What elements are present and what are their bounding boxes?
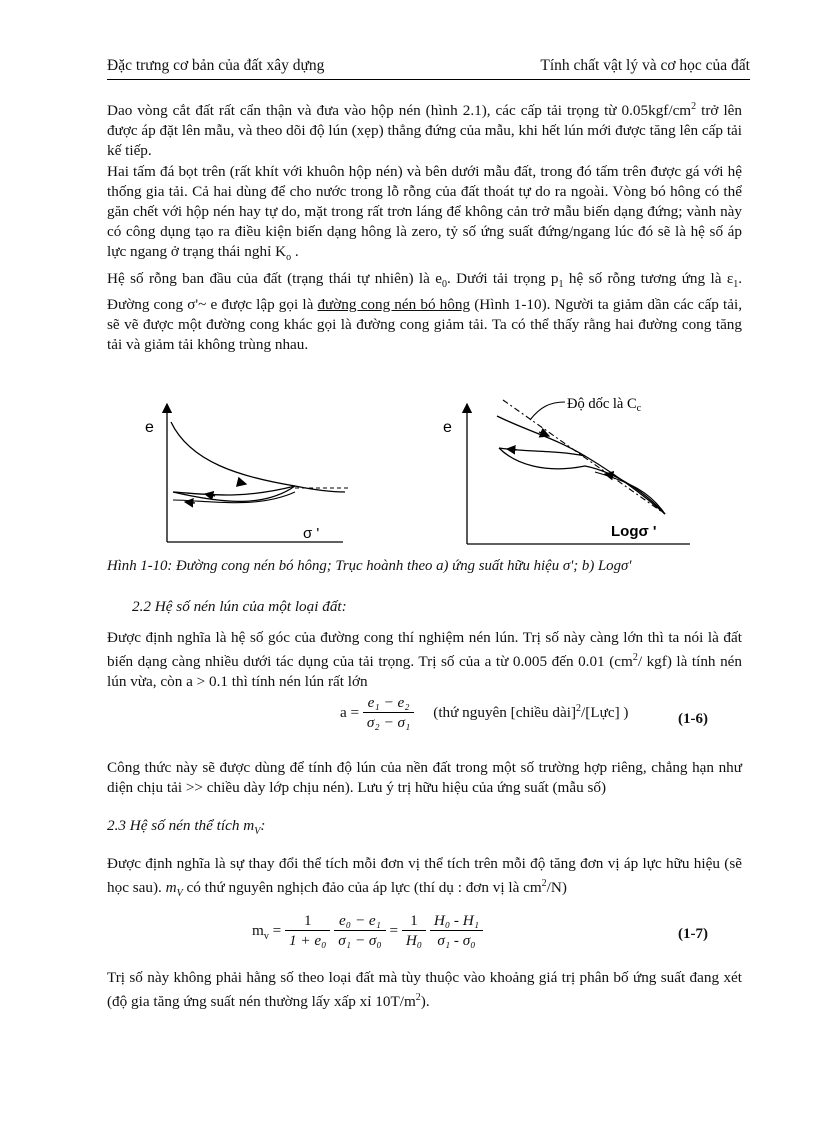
formula-1-6: [340, 694, 629, 733]
slope-label: Độ dốc là $C_c$: [567, 396, 642, 414]
intro-paragraphs: [107, 97, 742, 356]
left-x-label: σ ': [303, 525, 320, 542]
section-2-2-after: Công thức này sẽ được dùng để tính độ lún của nền đất trong một số trường hợp riêng, chẳng hạn như diện chịu tải >> chiều dày lớp chịu nén). Lưu ý trị hữu hiệu của ứng suất (mẫu số): [107, 759, 742, 797]
left-y-label: e: [145, 419, 154, 436]
figure-caption: Hình 1-10: Đường cong nén bó hông; Trục hoành theo a) ứng suất hữu hiệu σ'; b) Logσ': [107, 558, 632, 574]
section-2-3-after: Trị số này không phải hằng số theo loại đất mà tùy thuộc vào khoảng giá trị phân bố ứng suất đang xét (độ gia tăng ứng suất nén thường lấy xấp xỉ $10T/m^2$).: [107, 969, 742, 1011]
paragraph-2: Hai tấm đá bọt trên (rất khít với khuôn hộp nén) và bên dưới mẫu đất, trong đó tấm trên được gá với hệ thống gia tải. Cả hai dùng để cho nước trong lỗ rỗng của đất thoát tự do ra ngoài. Vòng bó hông có thể găn chết với hộp nén hay tự do, mặt trong rất trơn láng để không cản trở mẫu biến dạng đứng; vành này có công dụng tạo ra điều kiện biến dạng hông là zero, tỷ số ứng suất đứng/ngang lúc đó sẽ là hệ số áp lực ngang ở trạng thái nghỉ $K_o$ .: [107, 162, 742, 264]
paragraph-3: Hệ số rỗng ban đầu của đất (trạng thái tự nhiên) là $e_0$. Dưới tải trọng $p_1$ hệ số rỗng tương ứng là $\varepsilon_1$. Đường cong σ'~ e được lập gọi là đường cong nén bó hông (Hình 1-10). Người ta giảm dần các cấp tải, sẽ vẽ được một đường cong khác gọi là đường cong giảm tải. Ta có thể thấy rằng hai đường cong tăng tải và giảm tải không trùng nhau.: [107, 269, 743, 354]
slope-dashdot-line: [503, 400, 665, 514]
left-loop-arrow-2: [185, 502, 195, 503]
formula-1-7-lhs: $m_v$ =: [252, 921, 282, 943]
left-loading-arrow: [238, 482, 246, 484]
slope-label-leader: [530, 402, 565, 420]
formula-1-7-equals: =: [389, 921, 399, 939]
left-plot: [145, 404, 350, 542]
right-loading-curve: [497, 416, 665, 514]
formula-1-7-frac-4: $\frac{\text{H₀ - H₁}}{\text{σ₁ - σ₀}}$: [430, 912, 483, 951]
formula-1-7: [252, 912, 483, 951]
formula-1-6-fraction: $\frac{\text{e₁ − e₂}}{\text{σ₂ − σ₁}}$: [363, 694, 414, 733]
left-loading-curve: [171, 422, 345, 492]
header-right-title: Tính chất vật lý và cơ học của đất: [540, 57, 750, 74]
equation-number-1-7: (1-7): [678, 926, 708, 942]
right-lower-loop: [595, 472, 665, 514]
page-header: [107, 55, 750, 80]
right-x-label: Logσ ': [611, 523, 657, 540]
right-y-label: e: [443, 419, 452, 436]
section-2-3-title: 2.3 Hệ số nén thể tích $m_V$:: [107, 817, 266, 838]
right-plot: [443, 396, 690, 544]
compression-curves-figure: [145, 392, 725, 552]
formula-1-7-frac-3: $\frac{1}{\text{H₀}}$: [402, 912, 426, 951]
formula-1-6-lhs: a =: [340, 703, 360, 721]
paragraph-1: Dao vòng cắt đất rất cẩn thận và đưa vào hộp nén (hình 2.1), các cấp tải trọng từ $0.05kgf/cm^2$ trở lên được áp đặt lên mẫu, và theo dõi độ lún (xẹp) thẳng đứng của mẫu, khi hết lún mới được tăng lên cấp tải kế tiếp.: [107, 101, 742, 160]
equation-number-1-6: (1-6): [678, 711, 708, 727]
section-2-3-text: Được định nghĩa là sự thay đổi thể tích mỗi đơn vị thể tích trên mỗi độ tăng đơn vị áp lực hữu hiệu (sẽ học sau). $m_V$ có thứ nguyên nghịch đảo của áp lực (thí dụ : đơn vị là $cm^2/N$): [107, 855, 742, 900]
right-reloading-curve: [499, 448, 665, 514]
formula-1-7-frac-1: $\frac{1}{\text{1 + e₀}}$: [285, 912, 330, 951]
left-reloading-curve: [173, 486, 295, 495]
section-2-2-text: Được định nghĩa là hệ số góc của đường cong thí nghiệm nén lún. Trị số này càng lớn thì ta nói là đất biến dạng càng nhiều dưới tác dụng của tải trọng. Trị số của a từ 0.005 đến 0.01 ($cm^2/$ kgf) là tính nén lún vừa, còn a > 0.1 thì tính nén lún rất lớn: [107, 629, 742, 691]
header-left-title: Đặc trưng cơ bản của đất xây dựng: [107, 57, 325, 74]
section-2-2-title: 2.2 Hệ số nén lún của một loại đất:: [132, 598, 347, 615]
formula-1-6-note: (thứ nguyên [chiều dài]$^2$/[Lực] ): [433, 702, 629, 721]
formula-1-7-frac-2: $\frac{\text{e₀ − e₁}}{\text{σ₁ − σ₀}}$: [334, 912, 385, 951]
